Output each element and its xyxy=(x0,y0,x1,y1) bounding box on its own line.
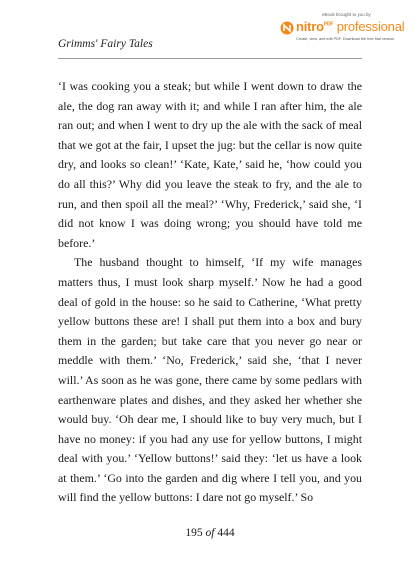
nitro-logo-icon xyxy=(280,21,294,35)
body-paragraph: ‘I was cooking you a steak; but while I went down to draw the ale, the dog ran away with it; and while I ran after him, the ale ran out; and when I went to dry up the ale with the sack of meal that we got at the fair, I upset the jug: but the cellar is now quite dry, and looks so clean!’ ‘Kate, Kate,’ said he, ‘how could you do all this?’ Why did you leave the steak to fry, and the ale to run, and then spoil all the meal?’ ‘Why, Frederick,’ said she, ‘I did not know I was doing wrong; you should have told me before.’ xyxy=(58,79,362,250)
page-number-footer xyxy=(0,527,420,539)
badge-tagline: Create, view, and edit PDF. Download the free trial version. xyxy=(296,37,396,41)
badge-top-line: eBook brought to you by xyxy=(322,12,371,17)
body-paragraph: The husband thought to himself, ‘If my wife manages matters thus, I must look sharp myself.’ Now he had a good deal of gold in the house: so he said to Catherine, ‘What pretty yellow buttons these are! I shall put them into a box and bury them in the garden; but take care that you never go near or meddle with them.’ ‘No, Frederick,’ said she, ‘that I never will.’ As soon as he was gone, there came by some pedlars with earthenware plates and dishes, and they asked her whether she would buy. ‘Oh dear me, I should like to buy very much, but I have no money: if you had any use for yellow buttons, I might deal with you.’ ‘Yellow buttons!’ said they: ‘let us have a look at them.’ ‘Go into the garden and dig where I tell you, and you will find the yellow buttons: I dare not go myself.’ So xyxy=(58,255,362,505)
badge-brand-superscript: PDF xyxy=(323,21,334,28)
nitro-promo-badge[interactable] xyxy=(280,12,405,48)
badge-brand xyxy=(296,19,404,34)
page-of-label: of xyxy=(205,527,215,539)
total-page-count: 444 xyxy=(217,527,235,539)
badge-brand-name: nitro xyxy=(296,19,324,34)
header-divider xyxy=(58,58,362,59)
badge-product: professional xyxy=(336,19,405,34)
running-title: Grimms' Fairy Tales xyxy=(58,38,153,50)
page-body xyxy=(58,77,362,508)
current-page-number: 195 xyxy=(185,527,203,539)
